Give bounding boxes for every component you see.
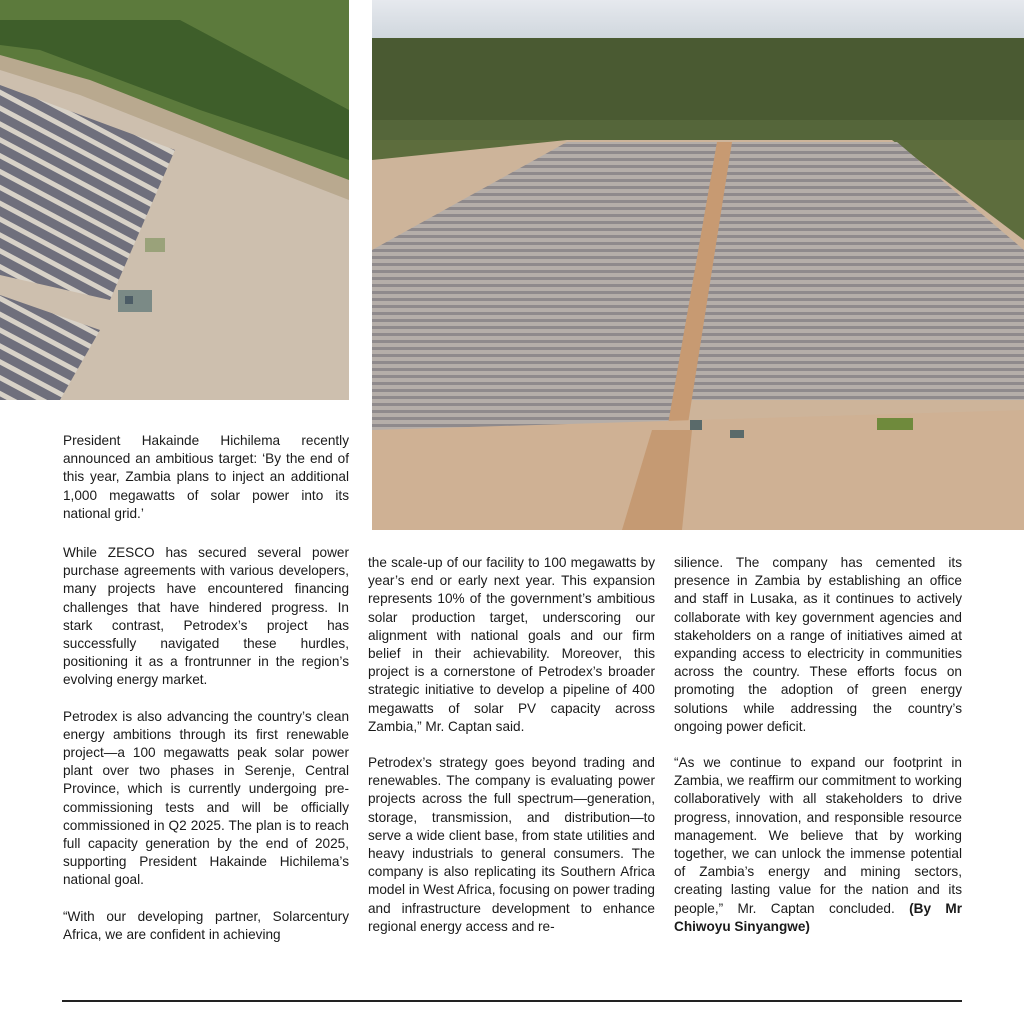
aerial-solar-panel-rows-icon	[0, 0, 349, 400]
article-column-1	[63, 544, 349, 944]
article-paragraph: silience. The company has cemented its presence in Zambia by establishing an office and staff in Lusaka, as it continues to actively collaborate with key government agencies and stakeholders on a range of initiatives aimed at expanding access to electricity in communities across the country. These efforts focus on promoting the adoption of green energy solutions while addressing the country’s ongoing power deficit.	[674, 555, 962, 734]
closing-quote: “As we continue to expand our footprint in Zambia, we reaffirm our commitment to working collaboratively with all stakeholders to drive progress, innovation, and responsible resource management. We believe that by working together, we can unlock the immense potential of Zambia’s energy and mining sectors, creating lasting value for the nation and its people,” Mr. Captan concluded.	[674, 755, 962, 916]
article-paragraph: President Hakainde Hichilema recently announced an ambitious target: ‘By the end of this year, Zambia plans to inject an additional 1,000 megawatts of solar power into its national grid.’	[63, 433, 349, 521]
article-column-2	[368, 554, 655, 936]
article-paragraph: “With our developing partner, Solarcentury Africa, we are confident in achieving	[63, 908, 349, 942]
article-paragraph: the scale-up of our facility to 100 megawatts by year’s end or early next year. This expansion represents 10% of the government’s ambitious solar production target, underscoring our alignment with national goals and our firm belief in their achievability. Moreover, this project is a cornerstone of Petrodex’s broader strategic initiative to develop a pipeline of 400 megawatts of solar PV capacity across Zambia,” Mr. Captan said.	[368, 555, 655, 734]
article-column-3	[674, 554, 962, 936]
article-paragraph	[674, 754, 962, 936]
article-paragraph: Petrodex is also advancing the country’s clean energy ambitions through its first renewable project—a 100 megawatts peak solar power plant over two phases in Serenje, Central Province, which is currently undergoing pre-commissioning tests and will be officially commissioned in Q2 2025. The plan is to reach full capacity generation by the end of 2025, supporting President Hakainde Hichilema’s national goal.	[63, 708, 349, 888]
article-paragraph: While ZESCO has secured several power purchase agreements with various developers, many projects have encountered financing challenges that have hindered progress. In stark contrast, Petrodex’s project has successfully navigated these hurdles, positioning it as a frontrunner in the region’s evolving energy market.	[63, 545, 349, 688]
bottom-rule	[62, 1000, 962, 1002]
byline: (By Mr Chiwoyu Sinyangwe)	[674, 900, 963, 934]
article-column-1-intro	[63, 432, 349, 523]
aerial-solar-farm-icon	[372, 0, 1024, 530]
article-paragraph: Petrodex’s strategy goes beyond trading and renewables. The company is evaluating power projects across the full spectrum—generation, storage, transmission, and distribution—to serve a wide client base, from state utilities and heavy industrials to general consumers. The company is also replicating its Southern Africa model in West Africa, focusing on power trading and infrastructure development to enhance regional energy access and re-	[368, 755, 655, 934]
